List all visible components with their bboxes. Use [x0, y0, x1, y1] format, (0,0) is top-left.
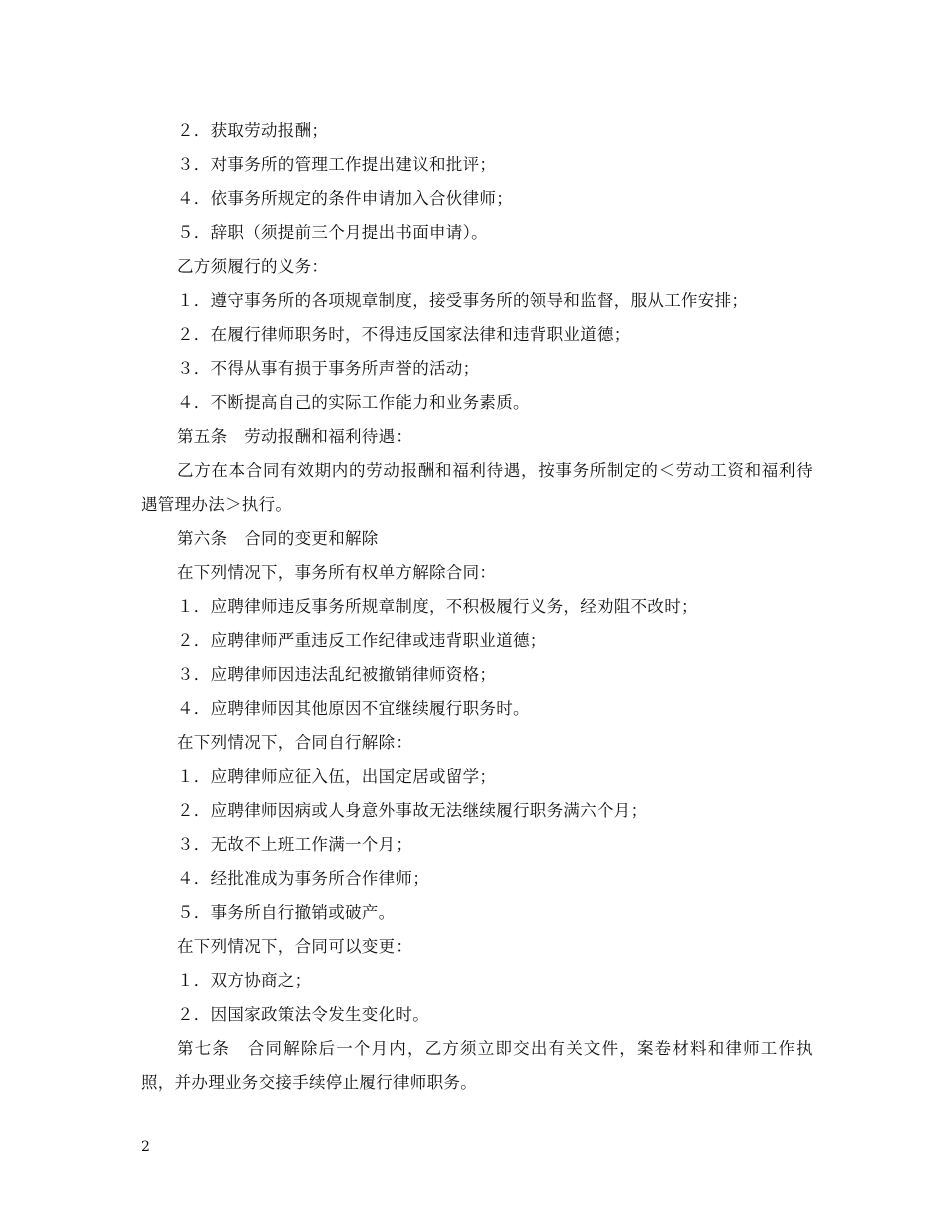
list-item: １．应聘律师违反事务所规章制度，不积极履行义务，经劝阻不改时； — [177, 597, 698, 616]
list-item: ５．事务所自行撤销或破产。 — [177, 903, 396, 922]
list-item: ２．在履行律师职务时，不得违反国家法律和违背职业道德； — [177, 325, 631, 344]
list-item: ２．应聘律师严重违反工作纪律或违背职业道德； — [177, 631, 547, 650]
list-item: ３．无故不上班工作满一个月； — [177, 835, 413, 854]
list-item: ４．依事务所规定的条件申请加入合伙律师； — [177, 189, 513, 208]
list-item: １．应聘律师应征入伍，出国定居或留学； — [177, 767, 497, 786]
list-item: １．双方协商之； — [177, 971, 312, 990]
section-heading: 乙方须履行的义务： — [177, 257, 329, 276]
article-heading: 第五条 劳动报酬和福利待遇： — [177, 427, 413, 446]
list-item: ３．不得从事有损于事务所声誉的活动； — [177, 359, 480, 378]
list-item: ３．对事务所的管理工作提出建议和批评； — [177, 155, 497, 174]
list-item: ４．经批准成为事务所合作律师； — [177, 869, 429, 888]
list-item: １．遵守事务所的各项规章制度，接受事务所的领导和监督，服从工作安排； — [177, 291, 749, 310]
section-heading: 在下列情况下，合同自行解除： — [177, 733, 413, 752]
list-item: ４．应聘律师因其他原因不宜继续履行职务时。 — [177, 699, 530, 718]
section-heading: 在下列情况下，合同可以变更： — [177, 937, 413, 956]
page-number: 2 — [141, 1139, 150, 1155]
document-body — [141, 114, 813, 1100]
article-heading: 第六条 合同的变更和解除 — [177, 529, 379, 548]
section-heading: 在下列情况下，事务所有权单方解除合同： — [177, 563, 497, 582]
list-item: ２．应聘律师因病或人身意外事故无法继续履行职务满六个月； — [177, 801, 648, 820]
list-item: ２．因国家政策法令发生变化时。 — [177, 1005, 429, 1024]
list-item: ４．不断提高自己的实际工作能力和业务素质。 — [177, 393, 530, 412]
list-item: ３．应聘律师因违法乱纪被撤销律师资格； — [177, 665, 497, 684]
list-item: ２．获取劳动报酬； — [177, 121, 329, 140]
paragraph: 乙方在本合同有效期内的劳动报酬和福利待遇，按事务所制定的＜劳动工资和福利待遇管理办法＞执行。 — [141, 461, 813, 514]
list-item: ５．辞职（须提前三个月提出书面申请）。 — [177, 223, 488, 242]
paragraph: 第七条 合同解除后一个月内，乙方须立即交出有关文件，案卷材料和律师工作执照，并办理业务交接手续停止履行律师职务。 — [141, 1039, 813, 1092]
